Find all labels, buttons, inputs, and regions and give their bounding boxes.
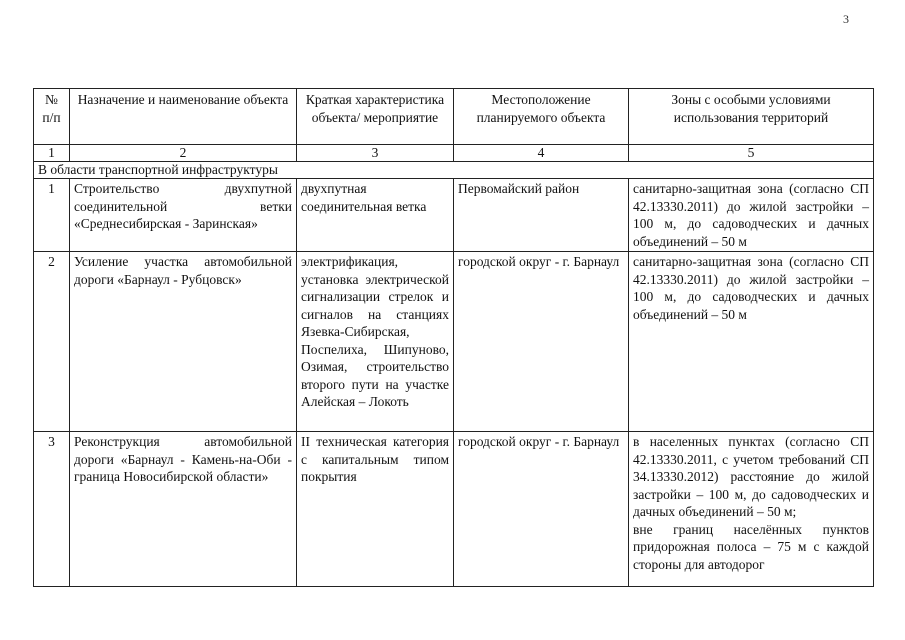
- object-location: городской округ - г. Барнаул: [454, 252, 629, 432]
- object-location: Первомайский район: [454, 179, 629, 252]
- header-zones: Зоны с особыми условиями использования территорий: [629, 89, 874, 145]
- table-row: [34, 252, 874, 432]
- header-num: № п/п: [34, 89, 70, 145]
- object-name: Усиление участка автомобильной дороги «Барнаул - Рубцовск»: [70, 252, 297, 432]
- column-number: 4: [454, 145, 629, 162]
- zones-part-1: в населенных пунктах (согласно СП 42.13330.2011, с учетом требований СП 34.13330.2012) расстояние до жилой застройки – 100 м, до садоводческих и дачных объединений – 50 м;: [633, 434, 869, 519]
- column-number-row: [34, 145, 874, 162]
- table-row: [34, 179, 874, 252]
- object-characteristic: двухпутная соединительная ветка: [297, 179, 454, 252]
- table-header-row: [34, 89, 874, 145]
- object-name: Реконструкция автомобильной дороги «Барнаул - Камень-на-Оби - граница Новосибирской области»: [70, 432, 297, 587]
- header-characteristic: Краткая характеристика объекта/ мероприятие: [297, 89, 454, 145]
- header-location: Местоположение планируемого объекта: [454, 89, 629, 145]
- object-zones: санитарно-защитная зона (согласно СП 42.13330.2011) до жилой застройки – 100 м, до садоводческих и дачных объединений – 50 м: [629, 179, 874, 252]
- row-number: 3: [34, 432, 70, 587]
- column-number: 5: [629, 145, 874, 162]
- object-zones: [629, 432, 874, 587]
- objects-table: [33, 88, 874, 587]
- section-row: [34, 162, 874, 179]
- page-number: 3: [843, 12, 849, 26]
- object-characteristic: электрификация, установка электрической сигнализации стрелок и сигналов на станциях Язевка-Сибирская, Поспелиха, Шипуново, Озимая, строительство второго пути на участке Алейская – Локоть: [297, 252, 454, 432]
- section-title: В области транспортной инфраструктуры: [34, 162, 874, 179]
- object-name: Строительство двухпутной соединительной ветки «Среднесибирская - Заринская»: [70, 179, 297, 252]
- column-number: 3: [297, 145, 454, 162]
- row-number: 2: [34, 252, 70, 432]
- row-number: 1: [34, 179, 70, 252]
- object-location: городской округ - г. Барнаул: [454, 432, 629, 587]
- column-number: 1: [34, 145, 70, 162]
- table-row: [34, 432, 874, 587]
- column-number: 2: [70, 145, 297, 162]
- object-zones: санитарно-защитная зона (согласно СП 42.13330.2011) до жилой застройки – 100 м, до садоводческих и дачных объединений – 50 м: [629, 252, 874, 432]
- object-characteristic: II техническая категория с капитальным типом покрытия: [297, 432, 454, 587]
- header-name: Назначение и наименование объекта: [70, 89, 297, 145]
- zones-part-2: вне границ населённых пунктов придорожная полоса – 75 м с каждой стороны для автодорог: [633, 521, 869, 572]
